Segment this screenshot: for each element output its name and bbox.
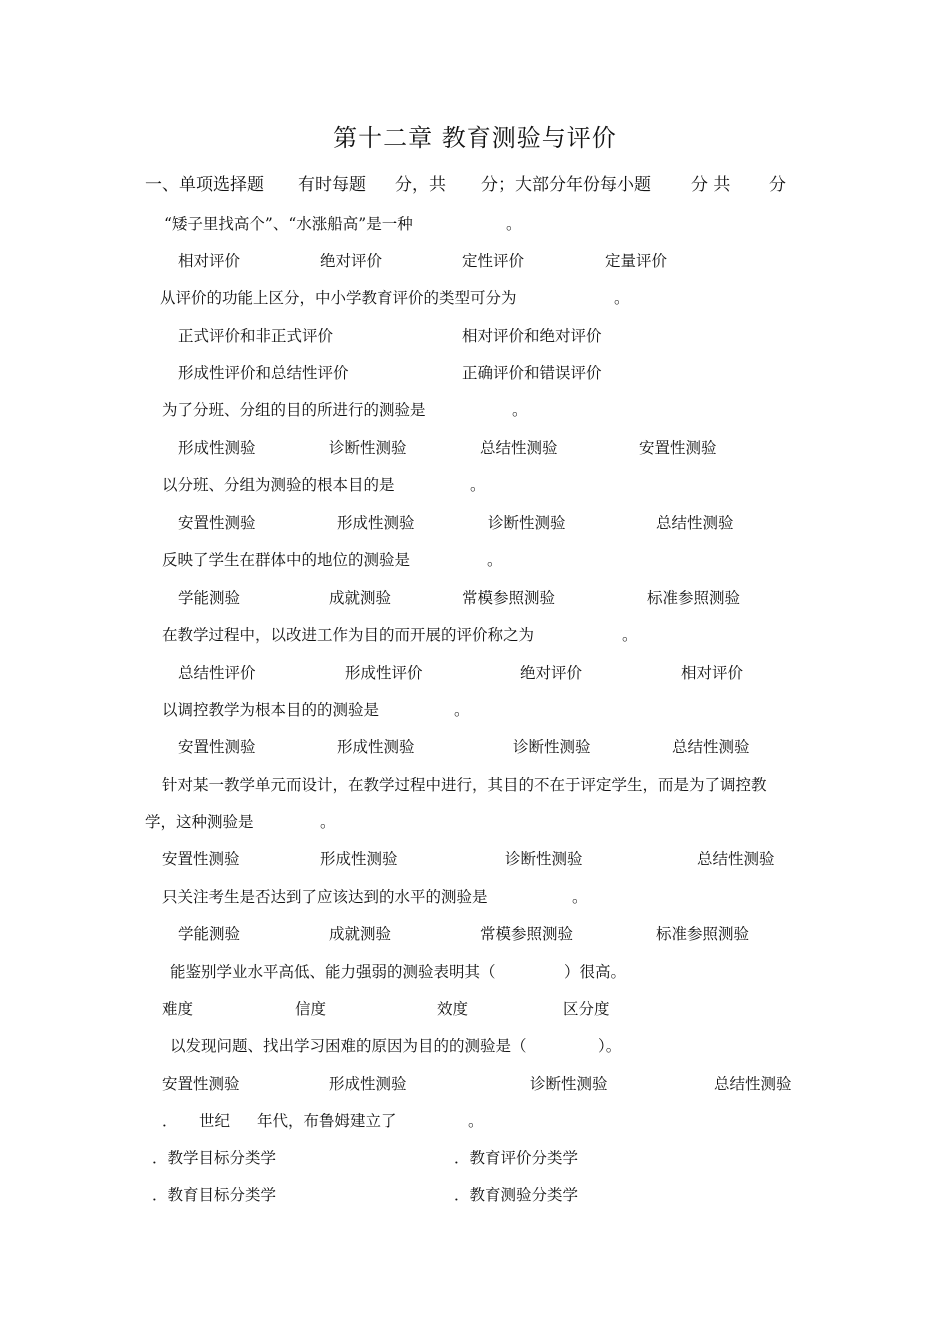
question-end: 。 [506, 215, 522, 233]
option-a: 安置性测验 [162, 850, 240, 868]
option-c: 诊断性测验 [505, 850, 583, 868]
option-b: ．教育评价分类学 [454, 1149, 579, 1167]
section-heading-part: 一、单项选择题 [145, 175, 264, 195]
option-b: 相对评价和绝对评价 [462, 327, 602, 345]
option-a: 难度 [162, 1000, 194, 1018]
option-b: 形成性测验 [337, 738, 415, 756]
option-b: 形成性测验 [320, 850, 398, 868]
option-a: ．教学目标分类学 [152, 1149, 277, 1167]
option-c: 常模参照测验 [480, 925, 574, 943]
option-c: 效度 [437, 1000, 469, 1018]
question-stem: 从评价的功能上区分，中小学教育评价的类型可分为 [160, 289, 517, 307]
question-end: 。 [512, 401, 528, 419]
option-a: 学能测验 [178, 925, 241, 943]
option-d: 安置性测验 [639, 439, 717, 457]
question-stem: 能鉴别学业水平高低、能力强弱的测验表明其（ [170, 963, 496, 981]
option-c: 形成性评价和总结性评价 [178, 364, 349, 382]
question-stem: 以发现问题、找出学习困难的原因为目的的测验是（ [170, 1037, 527, 1055]
option-a: 学能测验 [178, 589, 241, 607]
option-d: 总结性测验 [697, 850, 775, 868]
question-end: 。 [470, 476, 486, 494]
option-d: ．教育测验分类学 [454, 1186, 579, 1204]
question-end: 。 [487, 551, 503, 569]
option-a: 安置性测验 [178, 514, 256, 532]
question-stem: 为了分班、分组的目的所进行的测验是 [162, 401, 426, 419]
option-d: 总结性测验 [672, 738, 750, 756]
option-c: 定性评价 [462, 252, 525, 270]
question-stem-continued: 学，这种测验是 [145, 813, 254, 831]
section-heading-part: 分 共 [691, 175, 731, 195]
section-heading-part: 分，共 [395, 175, 446, 195]
option-b: 形成性测验 [337, 514, 415, 532]
option-b: 信度 [295, 1000, 327, 1018]
option-c: 绝对评价 [520, 664, 583, 682]
question-stem: 年代，布鲁姆建立了 [257, 1112, 397, 1130]
question-stem: “矮子里找高个”、“水涨船高”是一种 [164, 215, 413, 233]
option-a: 形成性测验 [178, 439, 256, 457]
question-end: 。 [468, 1112, 484, 1130]
option-a: 安置性测验 [162, 1075, 240, 1093]
section-heading-part: 有时每题 [298, 175, 366, 195]
option-d: 区分度 [563, 1000, 610, 1018]
question-stem: 在教学过程中，以改进工作为目的而开展的评价称之为 [162, 626, 535, 644]
option-b: 成就测验 [329, 925, 392, 943]
option-d: 总结性测验 [714, 1075, 792, 1093]
question-stem: 世纪 [199, 1112, 231, 1130]
question-end: 。 [320, 813, 336, 831]
question-end: 。 [572, 888, 588, 906]
chapter-title: 第十二章 教育测验与评价 [333, 124, 617, 152]
option-c: 诊断性测验 [488, 514, 566, 532]
option-b: 成就测验 [329, 589, 392, 607]
option-d: 正确评价和错误评价 [462, 364, 602, 382]
option-a: 安置性测验 [178, 738, 256, 756]
option-b: 诊断性测验 [329, 439, 407, 457]
section-heading-part: 分 [769, 175, 786, 195]
question-stem: 以分班、分组为测验的根本目的是 [162, 476, 395, 494]
option-d: 标准参照测验 [656, 925, 750, 943]
option-a: 相对评价 [178, 252, 241, 270]
question-end: 。 [454, 701, 470, 719]
question-number-mark: ． [162, 1112, 178, 1130]
option-b: 绝对评价 [320, 252, 383, 270]
question-stem: 以调控教学为根本目的的测验是 [162, 701, 380, 719]
question-end: 。 [622, 626, 638, 644]
section-heading-part: 分；大部分年份每小题 [481, 175, 651, 195]
question-stem: 只关注考生是否达到了应该达到的水平的测验是 [162, 888, 488, 906]
option-c: 常模参照测验 [462, 589, 556, 607]
question-stem: 针对某一教学单元而设计，在教学过程中进行，其目的不在于评定学生，而是为了调控教 [162, 776, 767, 794]
option-d: 总结性测验 [656, 514, 734, 532]
option-c: 总结性测验 [480, 439, 558, 457]
option-a: 正式评价和非正式评价 [178, 327, 334, 345]
option-d: 相对评价 [681, 664, 744, 682]
option-b: 形成性评价 [345, 664, 423, 682]
option-c: 诊断性测验 [530, 1075, 608, 1093]
option-d: 定量评价 [605, 252, 668, 270]
question-end: ）。 [598, 1037, 622, 1055]
question-end: ）很高。 [564, 963, 627, 981]
option-a: 总结性评价 [178, 664, 256, 682]
option-c: 诊断性测验 [513, 738, 591, 756]
question-stem: 反映了学生在群体中的地位的测验是 [162, 551, 411, 569]
option-c: ．教育目标分类学 [152, 1186, 277, 1204]
question-end: 。 [614, 289, 630, 307]
option-b: 形成性测验 [329, 1075, 407, 1093]
option-d: 标准参照测验 [647, 589, 741, 607]
